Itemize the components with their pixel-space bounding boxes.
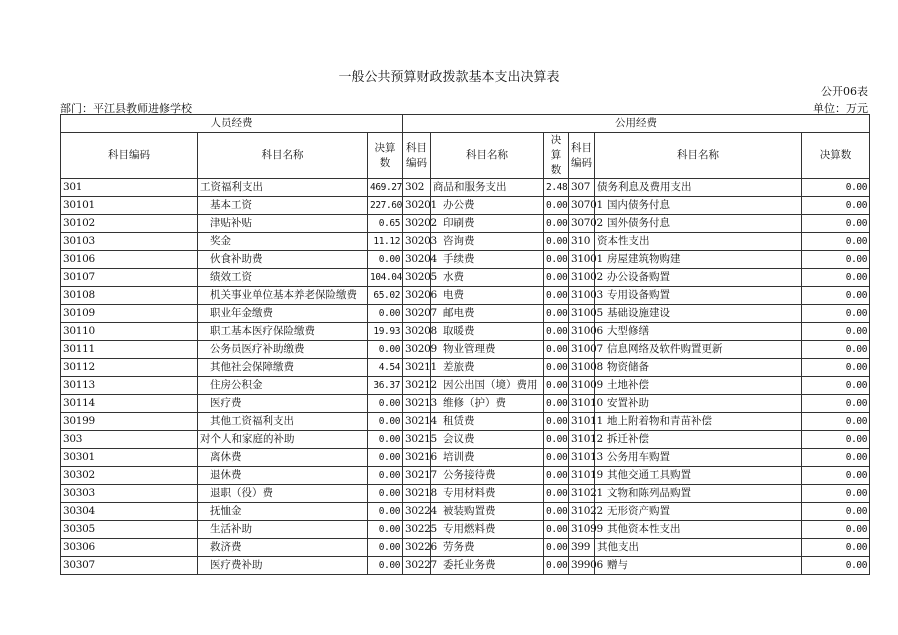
goods-name-cell: 物业管理费 xyxy=(431,341,544,359)
goods-amount-cell: 0.00 xyxy=(544,413,569,431)
table-row xyxy=(61,431,870,449)
table-row xyxy=(61,323,870,341)
capital-name-cell: 信息网络及软件购置更新 xyxy=(595,341,802,359)
personnel-amount-cell: 0.00 xyxy=(368,395,403,413)
personnel-code-cell: 30306 xyxy=(61,539,198,557)
capital-name-cell: 地上附着物和青苗补偿 xyxy=(595,413,802,431)
col-header-personnel-name: 科目名称 xyxy=(198,133,368,179)
capital-code-cell: 307 xyxy=(569,179,595,197)
capital-name-cell: 公务用车购置 xyxy=(595,449,802,467)
table-row xyxy=(61,305,870,323)
capital-name-cell: 办公设备购置 xyxy=(595,269,802,287)
capital-code-cell: 31012 xyxy=(569,431,595,449)
goods-code-cell: 30209 xyxy=(403,341,431,359)
table-row xyxy=(61,341,870,359)
goods-amount-cell: 0.00 xyxy=(544,467,569,485)
personnel-amount-cell: 0.00 xyxy=(368,449,403,467)
personnel-amount-cell: 65.02 xyxy=(368,287,403,305)
goods-amount-cell: 0.00 xyxy=(544,359,569,377)
capital-code-cell: 31009 xyxy=(569,377,595,395)
personnel-name-cell: 退休费 xyxy=(198,467,368,485)
capital-amount-cell: 0.00 xyxy=(802,503,870,521)
goods-name-cell: 培训费 xyxy=(431,449,544,467)
personnel-code-cell: 30114 xyxy=(61,395,198,413)
personnel-name-cell: 津贴补贴 xyxy=(198,215,368,233)
capital-name-cell: 大型修缮 xyxy=(595,323,802,341)
personnel-code-cell: 30110 xyxy=(61,323,198,341)
capital-code-cell: 31002 xyxy=(569,269,595,287)
capital-name-cell: 其他资本性支出 xyxy=(595,521,802,539)
goods-name-cell: 公务接待费 xyxy=(431,467,544,485)
goods-code-cell: 30216 xyxy=(403,449,431,467)
goods-code-cell: 30208 xyxy=(403,323,431,341)
goods-name-cell: 差旅费 xyxy=(431,359,544,377)
goods-code-cell: 302 xyxy=(403,179,431,197)
personnel-code-cell: 30103 xyxy=(61,233,198,251)
col-header-capital-amount: 决算数 xyxy=(802,133,870,179)
capital-amount-cell: 0.00 xyxy=(802,377,870,395)
goods-amount-cell: 0.00 xyxy=(544,557,569,575)
goods-name-cell: 手续费 xyxy=(431,251,544,269)
goods-name-cell: 邮电费 xyxy=(431,305,544,323)
table-row xyxy=(61,287,870,305)
goods-code-cell: 30201 xyxy=(403,197,431,215)
table-row xyxy=(61,557,870,575)
goods-code-cell: 30215 xyxy=(403,431,431,449)
form-code-label: 公开06表 xyxy=(821,85,868,98)
capital-amount-cell: 0.00 xyxy=(802,269,870,287)
personnel-amount-cell: 0.00 xyxy=(368,467,403,485)
capital-amount-cell: 0.00 xyxy=(802,179,870,197)
goods-name-cell: 印刷费 xyxy=(431,215,544,233)
page-title: 一般公共预算财政拨款基本支出决算表 xyxy=(338,70,560,85)
col-header-goods-amount: 决算数 xyxy=(544,133,569,179)
goods-amount-cell: 0.00 xyxy=(544,305,569,323)
personnel-name-cell: 公务员医疗补助缴费 xyxy=(198,341,368,359)
group-header-personnel: 人员经费 xyxy=(61,115,403,133)
personnel-amount-cell: 0.00 xyxy=(368,413,403,431)
goods-amount-cell: 0.00 xyxy=(544,377,569,395)
capital-code-cell: 31022 xyxy=(569,503,595,521)
personnel-amount-cell: 0.00 xyxy=(368,539,403,557)
personnel-name-cell: 工资福利支出 xyxy=(198,179,368,197)
personnel-amount-cell: 227.60 xyxy=(368,197,403,215)
col-header-goods-name: 科目名称 xyxy=(431,133,544,179)
department-label: 部门：平江县教师进修学校 xyxy=(60,102,192,115)
goods-amount-cell: 0.00 xyxy=(544,287,569,305)
table-row xyxy=(61,233,870,251)
personnel-name-cell: 抚恤金 xyxy=(198,503,368,521)
goods-name-cell: 专用材料费 xyxy=(431,485,544,503)
personnel-amount-cell: 0.00 xyxy=(368,503,403,521)
capital-amount-cell: 0.00 xyxy=(802,197,870,215)
goods-code-cell: 30204 xyxy=(403,251,431,269)
personnel-name-cell: 医疗费补助 xyxy=(198,557,368,575)
personnel-code-cell: 30112 xyxy=(61,359,198,377)
personnel-code-cell: 30108 xyxy=(61,287,198,305)
goods-name-cell: 咨询费 xyxy=(431,233,544,251)
personnel-amount-cell: 11.12 xyxy=(368,233,403,251)
personnel-code-cell: 30101 xyxy=(61,197,198,215)
capital-code-cell: 31001 xyxy=(569,251,595,269)
personnel-code-cell: 30199 xyxy=(61,413,198,431)
goods-name-cell: 维修（护）费 xyxy=(431,395,544,413)
capital-name-cell: 资本性支出 xyxy=(595,233,802,251)
goods-amount-cell: 0.00 xyxy=(544,395,569,413)
goods-code-cell: 30203 xyxy=(403,233,431,251)
personnel-code-cell: 301 xyxy=(61,179,198,197)
goods-name-cell: 租赁费 xyxy=(431,413,544,431)
goods-code-cell: 30227 xyxy=(403,557,431,575)
capital-code-cell: 30701 xyxy=(569,197,595,215)
personnel-amount-cell: 0.00 xyxy=(368,341,403,359)
capital-amount-cell: 0.00 xyxy=(802,395,870,413)
goods-code-cell: 30206 xyxy=(403,287,431,305)
capital-code-cell: 30702 xyxy=(569,215,595,233)
capital-name-cell: 物资储备 xyxy=(595,359,802,377)
capital-name-cell: 基础设施建设 xyxy=(595,305,802,323)
personnel-amount-cell: 104.04 xyxy=(368,269,403,287)
capital-name-cell: 安置补助 xyxy=(595,395,802,413)
goods-code-cell: 30226 xyxy=(403,539,431,557)
capital-name-cell: 土地补偿 xyxy=(595,377,802,395)
personnel-name-cell: 伙食补助费 xyxy=(198,251,368,269)
goods-code-cell: 30212 xyxy=(403,377,431,395)
capital-code-cell: 310 xyxy=(569,233,595,251)
goods-amount-cell: 0.00 xyxy=(544,485,569,503)
col-header-personnel-amount: 决算数 xyxy=(368,133,403,179)
personnel-code-cell: 30304 xyxy=(61,503,198,521)
capital-code-cell: 31099 xyxy=(569,521,595,539)
capital-amount-cell: 0.00 xyxy=(802,215,870,233)
personnel-name-cell: 奖金 xyxy=(198,233,368,251)
personnel-amount-cell: 0.00 xyxy=(368,251,403,269)
capital-code-cell: 31019 xyxy=(569,467,595,485)
personnel-amount-cell: 469.27 xyxy=(368,179,403,197)
personnel-amount-cell: 0.00 xyxy=(368,521,403,539)
unit-label: 单位：万元 xyxy=(813,102,868,115)
personnel-code-cell: 303 xyxy=(61,431,198,449)
personnel-code-cell: 30301 xyxy=(61,449,198,467)
goods-name-cell: 电费 xyxy=(431,287,544,305)
capital-name-cell: 拆迁补偿 xyxy=(595,431,802,449)
goods-amount-cell: 0.00 xyxy=(544,539,569,557)
capital-code-cell: 31013 xyxy=(569,449,595,467)
goods-code-cell: 30213 xyxy=(403,395,431,413)
capital-code-cell: 31003 xyxy=(569,287,595,305)
table-row xyxy=(61,539,870,557)
personnel-name-cell: 退职（役）费 xyxy=(198,485,368,503)
goods-name-cell: 水费 xyxy=(431,269,544,287)
goods-amount-cell: 2.48 xyxy=(544,179,569,197)
personnel-name-cell: 基本工资 xyxy=(198,197,368,215)
capital-amount-cell: 0.00 xyxy=(802,233,870,251)
goods-name-cell: 专用燃料费 xyxy=(431,521,544,539)
goods-code-cell: 30217 xyxy=(403,467,431,485)
personnel-code-cell: 30302 xyxy=(61,467,198,485)
capital-amount-cell: 0.00 xyxy=(802,287,870,305)
goods-code-cell: 30224 xyxy=(403,503,431,521)
personnel-code-cell: 30111 xyxy=(61,341,198,359)
personnel-name-cell: 对个人和家庭的补助 xyxy=(198,431,368,449)
capital-code-cell: 31010 xyxy=(569,395,595,413)
goods-code-cell: 30214 xyxy=(403,413,431,431)
personnel-code-cell: 30303 xyxy=(61,485,198,503)
capital-amount-cell: 0.00 xyxy=(802,485,870,503)
capital-code-cell: 31005 xyxy=(569,305,595,323)
goods-code-cell: 30202 xyxy=(403,215,431,233)
group-header-public: 公用经费 xyxy=(403,115,870,133)
goods-name-cell: 会议费 xyxy=(431,431,544,449)
goods-amount-cell: 0.00 xyxy=(544,521,569,539)
personnel-name-cell: 职业年金缴费 xyxy=(198,305,368,323)
table-row xyxy=(61,215,870,233)
personnel-amount-cell: 4.54 xyxy=(368,359,403,377)
personnel-name-cell: 救济费 xyxy=(198,539,368,557)
goods-code-cell: 30211 xyxy=(403,359,431,377)
capital-name-cell: 其他交通工具购置 xyxy=(595,467,802,485)
personnel-amount-cell: 0.65 xyxy=(368,215,403,233)
goods-code-cell: 30218 xyxy=(403,485,431,503)
table-body xyxy=(61,179,870,575)
table-row xyxy=(61,485,870,503)
capital-code-cell: 39906 xyxy=(569,557,595,575)
capital-name-cell: 无形资产购置 xyxy=(595,503,802,521)
personnel-code-cell: 30102 xyxy=(61,215,198,233)
personnel-amount-cell: 36.37 xyxy=(368,377,403,395)
capital-name-cell: 其他支出 xyxy=(595,539,802,557)
personnel-amount-cell: 0.00 xyxy=(368,557,403,575)
goods-name-cell: 劳务费 xyxy=(431,539,544,557)
col-header-goods-code: 科目编码 xyxy=(403,133,431,179)
goods-code-cell: 30205 xyxy=(403,269,431,287)
capital-name-cell: 债务利息及费用支出 xyxy=(595,179,802,197)
capital-name-cell: 专用设备购置 xyxy=(595,287,802,305)
table-row xyxy=(61,395,870,413)
personnel-amount-cell: 0.00 xyxy=(368,485,403,503)
capital-name-cell: 房屋建筑物购建 xyxy=(595,251,802,269)
capital-amount-cell: 0.00 xyxy=(802,449,870,467)
table-row xyxy=(61,197,870,215)
personnel-code-cell: 30109 xyxy=(61,305,198,323)
personnel-code-cell: 30113 xyxy=(61,377,198,395)
capital-name-cell: 国外债务付息 xyxy=(595,215,802,233)
personnel-code-cell: 30307 xyxy=(61,557,198,575)
personnel-name-cell: 医疗费 xyxy=(198,395,368,413)
capital-code-cell: 31011 xyxy=(569,413,595,431)
goods-amount-cell: 0.00 xyxy=(544,323,569,341)
goods-amount-cell: 0.00 xyxy=(544,215,569,233)
col-header-capital-name: 科目名称 xyxy=(595,133,802,179)
expenditure-table xyxy=(60,114,870,575)
personnel-name-cell: 生活补助 xyxy=(198,521,368,539)
capital-amount-cell: 0.00 xyxy=(802,521,870,539)
capital-name-cell: 国内债务付息 xyxy=(595,197,802,215)
goods-code-cell: 30225 xyxy=(403,521,431,539)
personnel-code-cell: 30106 xyxy=(61,251,198,269)
goods-amount-cell: 0.00 xyxy=(544,449,569,467)
capital-amount-cell: 0.00 xyxy=(802,341,870,359)
capital-amount-cell: 0.00 xyxy=(802,305,870,323)
goods-amount-cell: 0.00 xyxy=(544,251,569,269)
personnel-amount-cell: 0.00 xyxy=(368,305,403,323)
goods-name-cell: 商品和服务支出 xyxy=(431,179,544,197)
capital-name-cell: 文物和陈列品购置 xyxy=(595,485,802,503)
goods-name-cell: 被装购置费 xyxy=(431,503,544,521)
capital-amount-cell: 0.00 xyxy=(802,323,870,341)
goods-name-cell: 因公出国（境）费用 xyxy=(431,377,544,395)
personnel-name-cell: 职工基本医疗保险缴费 xyxy=(198,323,368,341)
capital-amount-cell: 0.00 xyxy=(802,539,870,557)
personnel-code-cell: 30107 xyxy=(61,269,198,287)
capital-amount-cell: 0.00 xyxy=(802,413,870,431)
personnel-name-cell: 住房公积金 xyxy=(198,377,368,395)
goods-amount-cell: 0.00 xyxy=(544,197,569,215)
table-row xyxy=(61,179,870,197)
goods-amount-cell: 0.00 xyxy=(544,341,569,359)
capital-amount-cell: 0.00 xyxy=(802,557,870,575)
col-header-capital-code: 科目编码 xyxy=(569,133,595,179)
capital-code-cell: 31008 xyxy=(569,359,595,377)
table-row xyxy=(61,377,870,395)
capital-code-cell: 31007 xyxy=(569,341,595,359)
goods-code-cell: 30207 xyxy=(403,305,431,323)
goods-amount-cell: 0.00 xyxy=(544,269,569,287)
capital-amount-cell: 0.00 xyxy=(802,431,870,449)
personnel-name-cell: 离休费 xyxy=(198,449,368,467)
table-row xyxy=(61,467,870,485)
goods-amount-cell: 0.00 xyxy=(544,431,569,449)
table-row xyxy=(61,521,870,539)
personnel-name-cell: 绩效工资 xyxy=(198,269,368,287)
personnel-name-cell: 机关事业单位基本养老保险缴费 xyxy=(198,287,368,305)
personnel-amount-cell: 19.93 xyxy=(368,323,403,341)
personnel-name-cell: 其他工资福利支出 xyxy=(198,413,368,431)
personnel-name-cell: 其他社会保障缴费 xyxy=(198,359,368,377)
goods-amount-cell: 0.00 xyxy=(544,503,569,521)
capital-code-cell: 31021 xyxy=(569,485,595,503)
capital-name-cell: 赠与 xyxy=(595,557,802,575)
table-row xyxy=(61,449,870,467)
capital-code-cell: 399 xyxy=(569,539,595,557)
table-row xyxy=(61,269,870,287)
capital-code-cell: 31006 xyxy=(569,323,595,341)
col-header-personnel-code: 科目编码 xyxy=(61,133,198,179)
personnel-code-cell: 30305 xyxy=(61,521,198,539)
capital-amount-cell: 0.00 xyxy=(802,251,870,269)
goods-name-cell: 委托业务费 xyxy=(431,557,544,575)
capital-amount-cell: 0.00 xyxy=(802,359,870,377)
goods-amount-cell: 0.00 xyxy=(544,233,569,251)
capital-amount-cell: 0.00 xyxy=(802,467,870,485)
table-row xyxy=(61,359,870,377)
personnel-amount-cell: 0.00 xyxy=(368,431,403,449)
goods-name-cell: 取暖费 xyxy=(431,323,544,341)
table-row xyxy=(61,251,870,269)
table-row xyxy=(61,503,870,521)
goods-name-cell: 办公费 xyxy=(431,197,544,215)
table-row xyxy=(61,413,870,431)
